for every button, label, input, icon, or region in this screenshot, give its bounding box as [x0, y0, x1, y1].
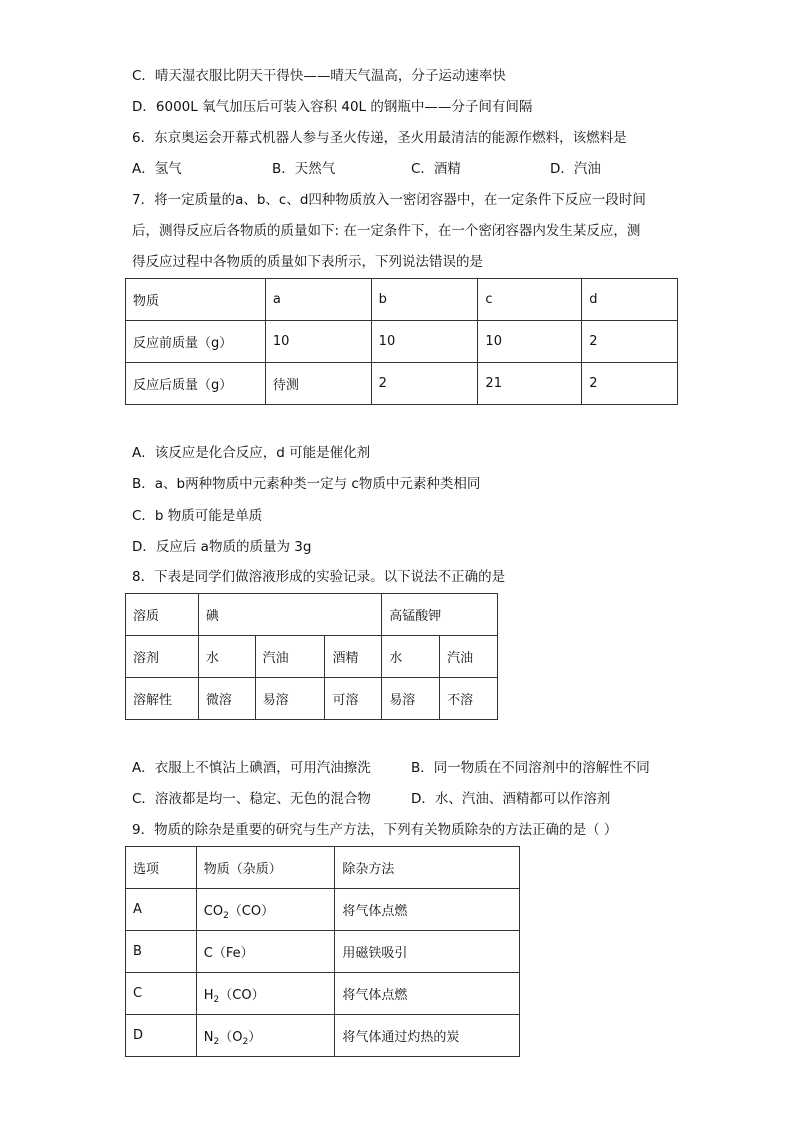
- q8-option-b: B．同一物质在不同溶剂中的溶解性不同: [411, 760, 650, 776]
- table-cell: 选项: [126, 847, 197, 889]
- question-7-table: [125, 278, 678, 405]
- table-cell: 2: [371, 363, 478, 405]
- table-cell: 反应后质量（g）: [126, 363, 266, 405]
- q8-option-c: C．溶液都是均一、稳定、无色的混合物: [132, 791, 371, 807]
- question-8: 8．下表是同学们做溶液形成的实验记录。以下说法不正确的是: [132, 569, 506, 585]
- table-row: [126, 973, 520, 1015]
- table-cell: a: [265, 279, 371, 321]
- table-cell: C: [126, 973, 197, 1015]
- q6-option-b: B．天然气: [272, 161, 336, 177]
- table-cell: 易溶: [255, 678, 325, 720]
- table-cell: 水: [382, 636, 440, 678]
- table-cell: b: [371, 279, 478, 321]
- table-cell: 待测: [265, 363, 371, 405]
- table-row: [126, 889, 520, 931]
- table-row: [126, 1015, 520, 1057]
- question-7-line1: 7．将一定质量的a、b、c、d四种物质放入一密闭容器中，在一定条件下反应一段时间: [132, 192, 646, 208]
- table-row: [126, 321, 678, 363]
- table-cell: c: [478, 279, 582, 321]
- option-c-previous: C．晴天湿衣服比阴天干得快——晴天气温高，分子运动速率快: [132, 68, 506, 84]
- table-cell: D: [126, 1015, 197, 1057]
- table-cell: 10: [371, 321, 478, 363]
- table-cell: 汽油: [440, 636, 498, 678]
- q6-option-d: D．汽油: [550, 161, 601, 177]
- table-row: [126, 594, 498, 636]
- table-cell: 10: [265, 321, 371, 363]
- table-cell: 易溶: [382, 678, 440, 720]
- table-cell: B: [126, 931, 197, 973]
- table-cell: 除杂方法: [335, 847, 520, 889]
- table-cell: 10: [478, 321, 582, 363]
- table-cell: 21: [478, 363, 582, 405]
- table-cell: 溶解性: [126, 678, 199, 720]
- table-cell: $CO_2(CO)$: [196, 889, 335, 931]
- table-cell: 2: [582, 321, 678, 363]
- table-row: [126, 847, 520, 889]
- table-cell: 溶剂: [126, 636, 199, 678]
- table-cell: 物质（杂质）: [196, 847, 335, 889]
- table-cell: 酒精: [325, 636, 382, 678]
- q7-option-b: B．a、b两种物质中元素种类一定与 c物质中元素种类相同: [132, 476, 481, 492]
- table-cell: 不溶: [440, 678, 498, 720]
- q7-option-c: C．b 物质可能是单质: [132, 508, 263, 524]
- table-cell: A: [126, 889, 197, 931]
- question-9: 9．物质的除杂是重要的研究与生产方法，下列有关物质除杂的方法正确的是（ ）: [132, 822, 618, 838]
- option-d-previous: D．6000L 氧气加压后可装入容积 40L 的钢瓶中——分子间有间隔: [132, 99, 533, 115]
- table-cell: 物质: [126, 279, 266, 321]
- q7-option-a: A．该反应是化合反应，d 可能是催化剂: [132, 445, 371, 461]
- table-row: [126, 678, 498, 720]
- q7-option-d: D．反应后 a物质的质量为 3g: [132, 539, 312, 555]
- table-row: [126, 931, 520, 973]
- table-cell: C（Fe）: [196, 931, 335, 973]
- table-cell: 将气体点燃: [335, 889, 520, 931]
- q6-option-a: A．氢气: [132, 161, 182, 177]
- table-cell: 反应前质量（g）: [126, 321, 266, 363]
- table-cell: 汽油: [255, 636, 325, 678]
- table-cell: $N_2(O_2)$: [196, 1015, 335, 1057]
- question-9-table: [125, 846, 520, 1057]
- question-7-line3: 得反应过程中各物质的质量如下表所示，下列说法错误的是: [132, 254, 483, 270]
- table-cell: 碘: [198, 594, 381, 636]
- table-cell: 水: [198, 636, 255, 678]
- table-cell: 微溶: [198, 678, 255, 720]
- question-8-table: [125, 593, 498, 720]
- table-cell: 可溶: [325, 678, 382, 720]
- table-row: [126, 636, 498, 678]
- question-7-line2: 后，测得反应后各物质的质量如下: 在一定条件下，在一个密闭容器内发生某反应，测: [132, 223, 641, 239]
- q8-option-a: A．衣服上不慎沾上碘酒，可用汽油擦洗: [132, 760, 371, 776]
- table-cell: 用磁铁吸引: [335, 931, 520, 973]
- q8-option-d: D．水、汽油、酒精都可以作溶剂: [411, 791, 611, 807]
- table-cell: d: [582, 279, 678, 321]
- table-row: [126, 279, 678, 321]
- table-row: [126, 363, 678, 405]
- table-cell: $H_2(CO)$: [196, 973, 335, 1015]
- table-cell: 2: [582, 363, 678, 405]
- q6-option-c: C．酒精: [411, 161, 461, 177]
- table-cell: 将气体通过灼热的炭: [335, 1015, 520, 1057]
- table-cell: 溶质: [126, 594, 199, 636]
- question-6: 6．东京奥运会开幕式机器人参与圣火传递，圣火用最清洁的能源作燃料，该燃料是: [132, 130, 627, 146]
- table-cell: 将气体点燃: [335, 973, 520, 1015]
- table-cell: 高锰酸钾: [382, 594, 498, 636]
